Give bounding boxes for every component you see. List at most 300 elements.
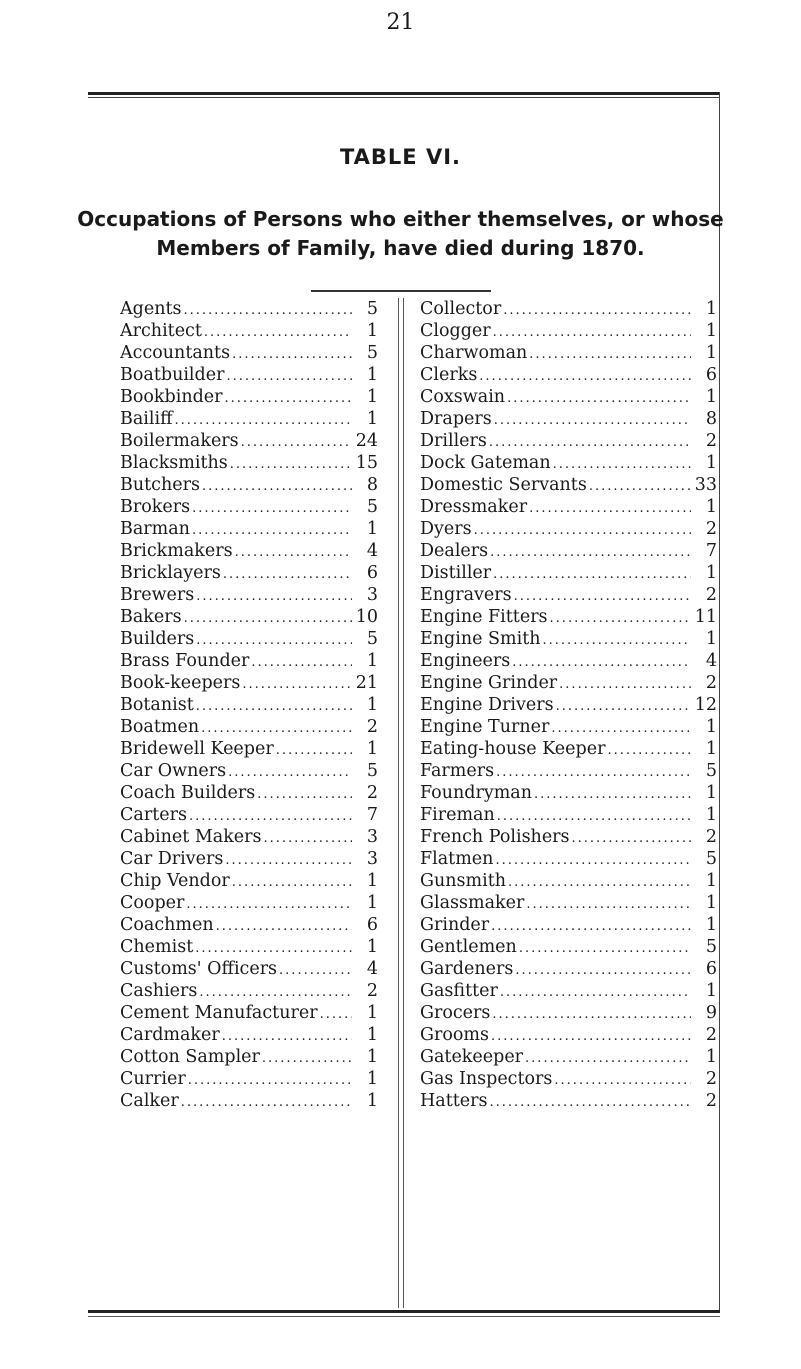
column-divider	[403, 298, 404, 1308]
occupation-count: 5	[705, 937, 717, 957]
dot-leader	[232, 872, 352, 892]
occupation-row	[120, 320, 378, 342]
occupation-count: 24	[355, 431, 378, 451]
occupation-name: Hatters	[420, 1091, 488, 1111]
occupation-row	[420, 562, 717, 584]
dot-leader	[503, 300, 691, 320]
occupation-row	[120, 672, 378, 694]
occupation-count: 1	[705, 321, 717, 341]
dot-leader	[188, 1070, 352, 1090]
occupation-count: 5	[705, 761, 717, 781]
occupation-row	[420, 584, 717, 606]
occupation-row	[120, 826, 378, 848]
occupation-count: 7	[366, 805, 378, 825]
dot-leader	[251, 652, 352, 672]
occupation-count: 1	[366, 1025, 378, 1045]
dot-leader	[204, 322, 352, 342]
occupation-row	[120, 474, 378, 496]
occupation-row	[120, 694, 378, 716]
occupation-row	[420, 958, 717, 980]
occupation-row	[120, 1002, 378, 1024]
dot-leader	[196, 586, 352, 606]
dot-leader	[551, 718, 691, 738]
dot-leader	[497, 806, 691, 826]
dot-leader	[189, 806, 352, 826]
occupation-row	[420, 1002, 717, 1024]
occupation-count: 1	[705, 497, 717, 517]
dot-leader	[553, 454, 691, 474]
occupation-row	[420, 914, 717, 936]
occupation-name: Accountants	[120, 343, 231, 363]
occupation-count: 2	[705, 1069, 717, 1089]
dot-leader	[276, 740, 352, 760]
dot-leader	[235, 542, 352, 562]
occupation-name: French Polishers	[420, 827, 570, 847]
occupation-count: 5	[705, 849, 717, 869]
occupation-name: Car Drivers	[120, 849, 224, 869]
occupation-row	[420, 804, 717, 826]
occupation-name: Fireman	[420, 805, 495, 825]
occupation-count: 5	[366, 497, 378, 517]
occupation-count: 33	[694, 475, 717, 495]
occupation-name: Gas Inspectors	[420, 1069, 553, 1089]
occupation-count: 1	[705, 717, 717, 737]
occupation-name: Boatmen	[120, 717, 200, 737]
occupation-count: 5	[366, 343, 378, 363]
dot-leader	[512, 652, 691, 672]
occupation-name: Collector	[420, 299, 502, 319]
occupation-row	[120, 430, 378, 452]
occupation-row	[420, 694, 717, 716]
occupation-row	[120, 914, 378, 936]
occupation-count: 8	[705, 409, 717, 429]
occupation-row	[120, 518, 378, 540]
occupation-name: Engine Fitters	[420, 607, 548, 627]
dot-leader	[192, 520, 352, 540]
occupation-row	[420, 716, 717, 738]
occupation-row	[120, 584, 378, 606]
occupation-name: Architect	[120, 321, 202, 341]
occupation-count: 3	[366, 827, 378, 847]
table-subtitle	[0, 205, 801, 263]
occupation-row	[420, 1090, 717, 1112]
occupation-name: Engravers	[420, 585, 512, 605]
occupation-name: Gardeners	[420, 959, 514, 979]
dot-leader	[556, 696, 691, 716]
occupation-name: Car Owners	[120, 761, 227, 781]
occupation-count: 6	[366, 915, 378, 935]
occupation-count: 1	[705, 1047, 717, 1067]
occupation-count: 9	[705, 1003, 717, 1023]
occupation-row	[420, 430, 717, 452]
dot-leader	[320, 1004, 352, 1024]
occupation-name: Cotton Sampler	[120, 1047, 260, 1067]
dot-leader	[534, 784, 691, 804]
occupation-count: 1	[705, 299, 717, 319]
occupation-name: Domestic Servants	[420, 475, 587, 495]
occupation-row	[420, 452, 717, 474]
dot-leader	[216, 916, 352, 936]
dot-leader	[607, 740, 691, 760]
occupation-name: Brass Founder	[120, 651, 250, 671]
occupation-row	[120, 408, 378, 430]
occupation-count: 1	[366, 321, 378, 341]
occupation-name: Cashiers	[120, 981, 198, 1001]
occupation-count: 1	[366, 1091, 378, 1111]
occupation-count: 1	[705, 453, 717, 473]
heading-rule	[311, 290, 491, 292]
occupation-row	[420, 782, 717, 804]
occupation-row	[420, 386, 717, 408]
subtitle-line-2: Members of Family, have died during 1870.	[156, 236, 645, 260]
occupation-count: 4	[366, 959, 378, 979]
occupation-name: Engine Turner	[420, 717, 550, 737]
occupation-row	[120, 1090, 378, 1112]
occupation-name: Eating-house Keeper	[420, 739, 606, 759]
occupation-row	[420, 474, 717, 496]
occupation-row	[420, 1046, 717, 1068]
occupation-name: Bricklayers	[120, 563, 221, 583]
occupation-name: Engine Smith	[420, 629, 541, 649]
occupation-count: 3	[366, 585, 378, 605]
occupation-name: Chemist	[120, 937, 194, 957]
occupation-count: 1	[705, 805, 717, 825]
occupation-row	[420, 672, 717, 694]
occupation-name: Dyers	[420, 519, 472, 539]
occupation-row	[420, 628, 717, 650]
occupation-count: 1	[366, 1003, 378, 1023]
occupation-row	[420, 342, 717, 364]
dot-leader	[241, 432, 352, 452]
dot-leader	[519, 938, 691, 958]
dot-leader	[201, 718, 352, 738]
dot-leader	[489, 432, 691, 452]
occupation-name: Glassmaker	[420, 893, 525, 913]
occupation-name: Gunsmith	[420, 871, 506, 891]
dot-leader	[529, 344, 691, 364]
dot-leader	[226, 366, 352, 386]
occupation-row	[120, 892, 378, 914]
subtitle-line-1: Occupations of Persons who either themselves, or whose	[77, 207, 724, 231]
dot-leader	[262, 1048, 352, 1068]
dot-leader	[192, 498, 352, 518]
occupation-count: 1	[705, 871, 717, 891]
occupation-count: 1	[366, 409, 378, 429]
occupation-name: Charwoman	[420, 343, 528, 363]
occupation-name: Grooms	[420, 1025, 489, 1045]
occupation-row	[120, 936, 378, 958]
occupation-count: 2	[705, 585, 717, 605]
dot-leader	[195, 938, 352, 958]
dot-leader	[489, 1092, 691, 1112]
occupation-row	[420, 408, 717, 430]
dot-leader	[230, 454, 352, 474]
occupation-row	[420, 298, 717, 320]
occupation-name: Engineers	[420, 651, 511, 671]
occupation-name: Gatekeeper	[420, 1047, 524, 1067]
occupation-row	[420, 892, 717, 914]
occupation-count: 2	[705, 519, 717, 539]
occupation-name: Calker	[120, 1091, 179, 1111]
occupation-row	[120, 1068, 378, 1090]
occupation-count: 6	[705, 365, 717, 385]
occupation-count: 1	[705, 563, 717, 583]
occupation-count: 1	[366, 893, 378, 913]
dot-leader	[225, 850, 352, 870]
occupation-name: Grinder	[420, 915, 490, 935]
occupation-name: Cardmaker	[120, 1025, 220, 1045]
occupation-name: Bakers	[120, 607, 182, 627]
occupation-row	[120, 562, 378, 584]
occupation-count: 2	[705, 431, 717, 451]
occupation-name: Blacksmiths	[120, 453, 228, 473]
occupation-count: 2	[366, 717, 378, 737]
occupation-count: 2	[705, 1091, 717, 1111]
occupation-list-left	[120, 298, 378, 1112]
frame-right-edge	[719, 92, 720, 1312]
occupation-row	[120, 342, 378, 364]
occupation-name: Grocers	[420, 1003, 491, 1023]
occupation-row	[120, 760, 378, 782]
occupation-name: Clerks	[420, 365, 478, 385]
occupation-name: Brewers	[120, 585, 195, 605]
occupation-count: 1	[366, 519, 378, 539]
occupation-name: Farmers	[420, 761, 495, 781]
occupation-count: 2	[366, 783, 378, 803]
dot-leader	[525, 1048, 691, 1068]
occupation-row	[120, 958, 378, 980]
occupation-name: Carters	[120, 805, 187, 825]
occupation-name: Distiller	[420, 563, 492, 583]
dot-leader	[559, 674, 691, 694]
occupation-name: Barman	[120, 519, 190, 539]
occupation-row	[420, 650, 717, 672]
dot-leader	[181, 1092, 352, 1112]
occupation-count: 1	[705, 343, 717, 363]
occupation-name: Bookbinder	[120, 387, 223, 407]
occupation-row	[120, 716, 378, 738]
occupation-count: 8	[366, 475, 378, 495]
dot-leader	[223, 564, 352, 584]
dot-leader	[186, 894, 352, 914]
occupation-name: Clogger	[420, 321, 491, 341]
occupation-name: Drillers	[420, 431, 487, 451]
occupation-count: 1	[366, 651, 378, 671]
dot-leader	[493, 322, 691, 342]
occupation-row	[120, 364, 378, 386]
occupation-row	[420, 760, 717, 782]
occupation-name: Agents	[120, 299, 182, 319]
occupation-count: 1	[366, 739, 378, 759]
dot-leader	[279, 960, 352, 980]
occupation-name: Flatmen	[420, 849, 494, 869]
occupation-count: 1	[366, 937, 378, 957]
occupation-count: 1	[366, 695, 378, 715]
occupation-count: 2	[705, 673, 717, 693]
occupation-count: 1	[366, 365, 378, 385]
occupation-row	[420, 870, 717, 892]
occupation-name: Gasfitter	[420, 981, 498, 1001]
occupation-count: 2	[705, 827, 717, 847]
occupation-name: Customs' Officers	[120, 959, 278, 979]
occupation-row	[120, 804, 378, 826]
occupation-row	[420, 826, 717, 848]
occupation-row	[420, 936, 717, 958]
dot-leader	[232, 344, 352, 364]
occupation-name: Foundryman	[420, 783, 533, 803]
occupation-name: Botanist	[120, 695, 194, 715]
occupation-name: Dock Gateman	[420, 453, 551, 473]
dot-leader	[529, 498, 691, 518]
dot-leader	[184, 608, 352, 628]
dot-leader	[507, 388, 691, 408]
occupation-name: Coach Builders	[120, 783, 256, 803]
dot-leader	[495, 850, 691, 870]
bottom-rule-thin	[88, 1316, 720, 1317]
occupation-row	[420, 738, 717, 760]
occupation-count: 1	[366, 1047, 378, 1067]
occupation-count: 1	[705, 739, 717, 759]
occupation-row	[120, 870, 378, 892]
occupation-name: Engine Grinder	[420, 673, 558, 693]
dot-leader	[228, 762, 352, 782]
dot-leader	[514, 586, 691, 606]
occupation-name: Cement Manufacturer	[120, 1003, 318, 1023]
occupation-row	[420, 980, 717, 1002]
occupation-row	[120, 298, 378, 320]
dot-leader	[196, 630, 352, 650]
occupation-name: Bridewell Keeper	[120, 739, 274, 759]
occupation-row	[120, 496, 378, 518]
dot-leader	[257, 784, 352, 804]
occupation-row	[120, 1046, 378, 1068]
dot-leader	[490, 542, 691, 562]
top-rule-thin	[88, 97, 720, 98]
occupation-name: Drapers	[420, 409, 492, 429]
occupation-name: Gentlemen	[420, 937, 517, 957]
dot-leader	[589, 476, 691, 496]
table-heading: TABLE VI.	[339, 145, 462, 169]
dot-leader	[500, 982, 691, 1002]
occupation-name: Chip Vendor	[120, 871, 230, 891]
dot-leader	[199, 982, 352, 1002]
occupation-count: 1	[705, 783, 717, 803]
occupation-name: Coxswain	[420, 387, 506, 407]
occupation-count: 11	[694, 607, 717, 627]
occupation-count: 1	[705, 387, 717, 407]
occupation-count: 15	[355, 453, 378, 473]
occupation-count: 6	[705, 959, 717, 979]
dot-leader	[491, 1026, 691, 1046]
occupation-count: 1	[705, 915, 717, 935]
occupation-list-right	[420, 298, 717, 1112]
dot-leader	[225, 388, 352, 408]
occupation-name: Dressmaker	[420, 497, 528, 517]
occupation-row	[120, 540, 378, 562]
occupation-row	[420, 1024, 717, 1046]
dot-leader	[222, 1026, 352, 1046]
occupation-count: 1	[705, 981, 717, 1001]
occupation-count: 10	[355, 607, 378, 627]
dot-leader	[491, 916, 691, 936]
occupation-count: 1	[366, 387, 378, 407]
occupation-row	[420, 1068, 717, 1090]
dot-leader	[508, 872, 691, 892]
occupation-row	[120, 650, 378, 672]
occupation-count: 6	[366, 563, 378, 583]
occupation-name: Boatbuilder	[120, 365, 225, 385]
occupation-count: 7	[705, 541, 717, 561]
dot-leader	[242, 674, 351, 694]
occupation-name: Dealers	[420, 541, 489, 561]
occupation-count: 1	[366, 1069, 378, 1089]
dot-leader	[175, 410, 352, 430]
occupation-name: Boilermakers	[120, 431, 239, 451]
occupation-row	[120, 386, 378, 408]
page-number: 21	[386, 10, 415, 35]
occupation-count: 5	[366, 299, 378, 319]
occupation-row	[120, 606, 378, 628]
occupation-row	[420, 518, 717, 540]
dot-leader	[496, 762, 691, 782]
occupation-count: 12	[694, 695, 717, 715]
bottom-rule	[88, 1310, 720, 1313]
occupation-count: 1	[705, 893, 717, 913]
occupation-name: Bailiff	[120, 409, 173, 429]
dot-leader	[526, 894, 691, 914]
dot-leader	[479, 366, 691, 386]
dot-leader	[543, 630, 691, 650]
occupation-row	[120, 628, 378, 650]
occupation-name: Brokers	[120, 497, 191, 517]
occupation-count: 5	[366, 629, 378, 649]
occupation-count: 2	[366, 981, 378, 1001]
occupation-name: Coachmen	[120, 915, 214, 935]
occupation-name: Cabinet Makers	[120, 827, 262, 847]
dot-leader	[572, 828, 691, 848]
occupation-row	[120, 452, 378, 474]
occupation-row	[420, 848, 717, 870]
occupation-row	[120, 782, 378, 804]
occupation-row	[420, 364, 717, 386]
dot-leader	[515, 960, 691, 980]
occupation-row	[120, 738, 378, 760]
occupation-count: 2	[705, 1025, 717, 1045]
dot-leader	[493, 564, 691, 584]
dot-leader	[550, 608, 691, 628]
occupation-count: 4	[705, 651, 717, 671]
occupation-name: Cooper	[120, 893, 185, 913]
dot-leader	[554, 1070, 691, 1090]
dot-leader	[202, 476, 352, 496]
dot-leader	[492, 1004, 691, 1024]
occupation-count: 3	[366, 849, 378, 869]
occupation-count: 4	[366, 541, 378, 561]
column-divider	[398, 298, 399, 1308]
occupation-row	[420, 496, 717, 518]
dot-leader	[183, 300, 352, 320]
occupation-count: 1	[366, 871, 378, 891]
occupation-name: Brickmakers	[120, 541, 233, 561]
dot-leader	[474, 520, 691, 540]
occupation-row	[120, 848, 378, 870]
dot-leader	[196, 696, 352, 716]
occupation-count: 5	[366, 761, 378, 781]
occupation-name: Currier	[120, 1069, 186, 1089]
occupation-row	[420, 320, 717, 342]
dot-leader	[494, 410, 691, 430]
occupation-name: Book-keepers	[120, 673, 241, 693]
